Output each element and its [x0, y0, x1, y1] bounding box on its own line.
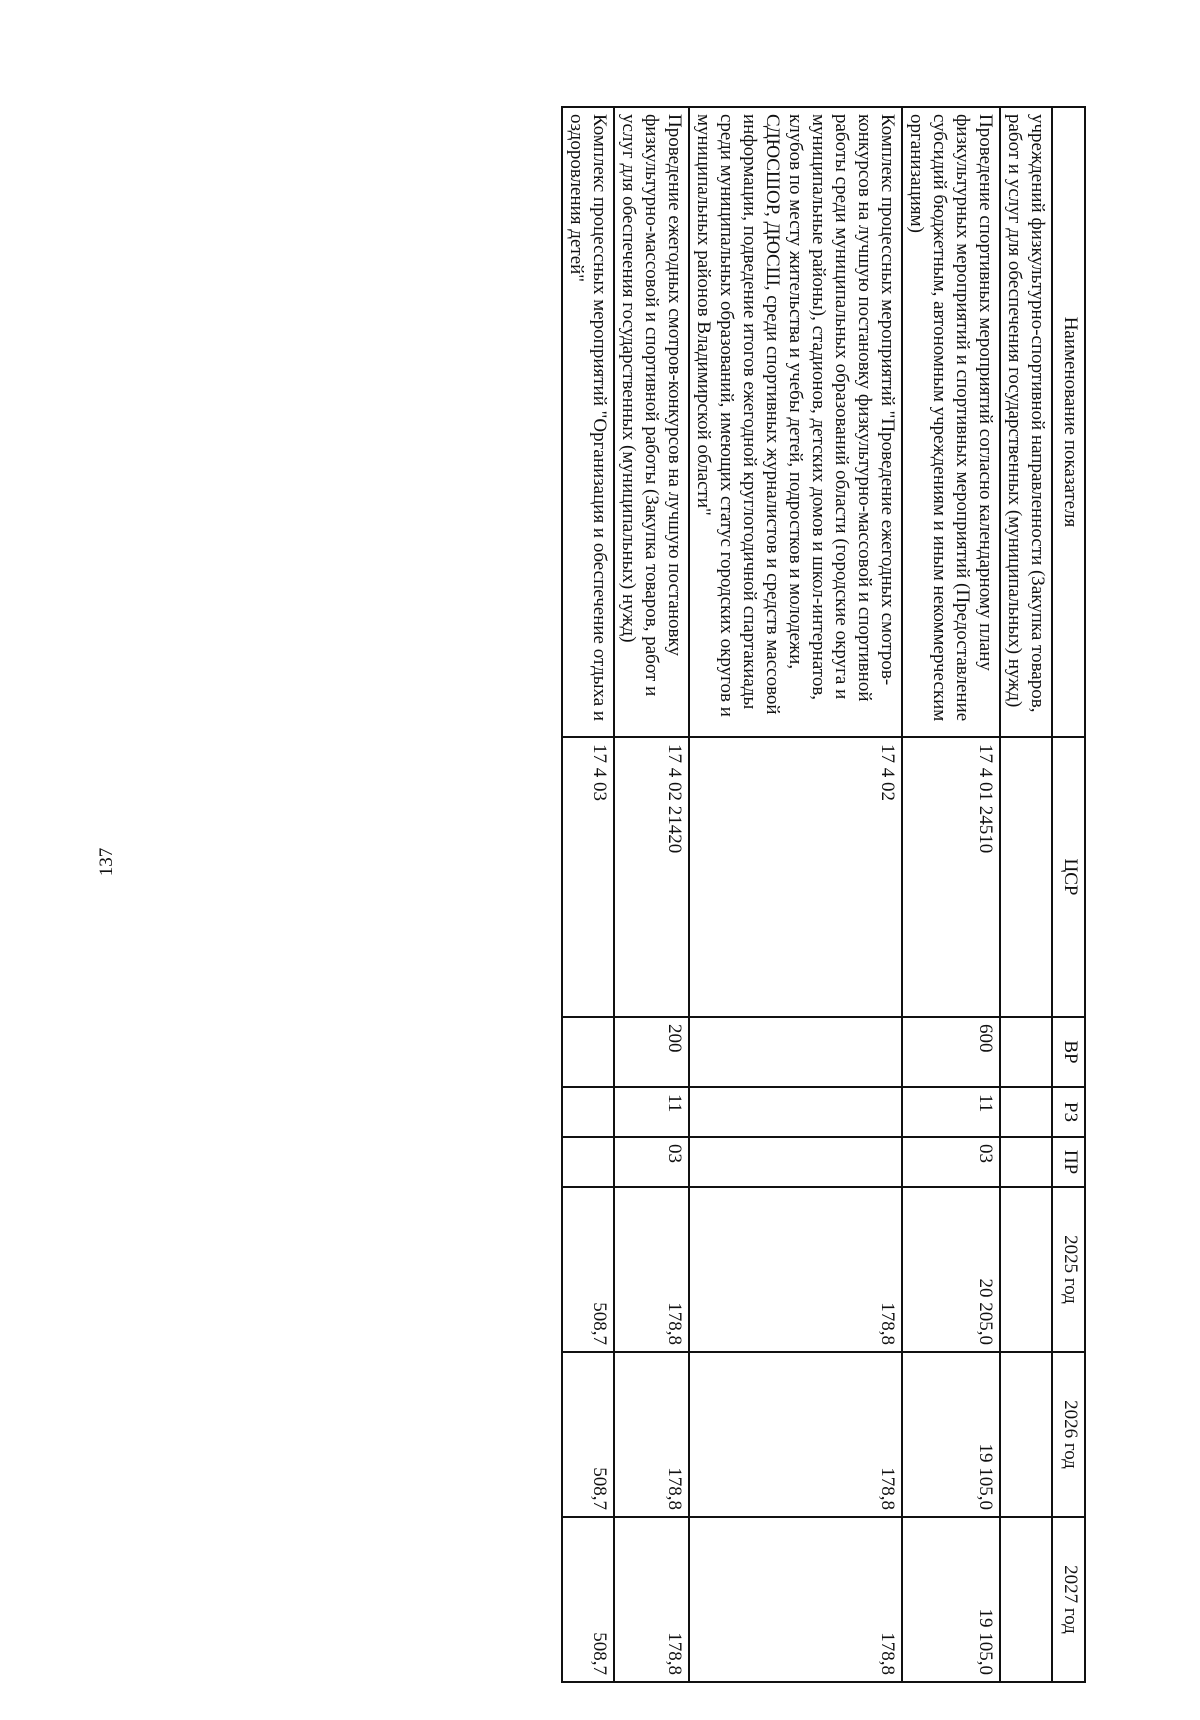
- cell-rz: 11: [614, 1087, 689, 1137]
- cell-2025: 20 205,0: [902, 1187, 1000, 1352]
- table-row: [1000, 107, 1052, 1682]
- rotated-page-content: [171, 106, 1086, 1675]
- cell-2026: [1000, 1352, 1052, 1517]
- cell-rz: [562, 1087, 614, 1137]
- cell-2027: [1000, 1517, 1052, 1682]
- cell-2026: 508,7: [562, 1352, 614, 1517]
- cell-vr: [689, 1017, 902, 1087]
- table-row: [562, 107, 614, 1682]
- cell-2026: 178,8: [689, 1352, 902, 1517]
- cell-2027: 178,8: [614, 1517, 689, 1682]
- header-2025: 2025 год: [1052, 1187, 1085, 1352]
- cell-2025: 178,8: [614, 1187, 689, 1352]
- cell-2025: 508,7: [562, 1187, 614, 1352]
- cell-csr: 17 4 02 21420: [614, 737, 689, 1017]
- cell-pr: [689, 1137, 902, 1187]
- cell-rz: 11: [902, 1087, 1000, 1137]
- cell-name: Комплекс процессных мероприятий "Организация и обеспечение отдыха и оздоровления детей": [562, 107, 614, 737]
- cell-name: Проведение ежегодных смотров-конкурсов на лучшую постановку физкультурно-массовой и спортивной работы (Закупка товаров, работ и услуг для обеспечения государственных (муниципальных) нужд): [614, 107, 689, 737]
- cell-rz: [689, 1087, 902, 1137]
- cell-name: Комплекс процессных мероприятий "Проведение ежегодных смотров-конкурсов на лучшую постановку физкультурно-массовой и спортивной работы среди муниципальных образований области (городские округа и муниципальные районы), стадионов, детских домов и школ-интернатов, клубов по месту жительства и учебы детей, подростков и молодежи, СДЮСШОР, ДЮСШ, среди спортивных журналистов и средств массовой информации, подведение итогов ежегодной круглогодичной спартакиады среди муниципальных образований, имеющих статус городских округов и муниципальных районов Владимирской области": [689, 107, 902, 737]
- header-2027: 2027 год: [1052, 1517, 1085, 1682]
- cell-vr: [562, 1017, 614, 1087]
- cell-2026: 19 105,0: [902, 1352, 1000, 1517]
- cell-2027: 178,8: [689, 1517, 902, 1682]
- cell-vr: [1000, 1017, 1052, 1087]
- cell-pr: [562, 1137, 614, 1187]
- page-number: 137: [96, 847, 117, 877]
- cell-pr: 03: [902, 1137, 1000, 1187]
- cell-name: учреждений физкультурно-спортивной направленности (Закупка товаров, работ и услуг для обеспечения государственных (муниципальных) нужд): [1000, 107, 1052, 737]
- cell-csr: 17 4 02: [689, 737, 902, 1017]
- cell-rz: [1000, 1087, 1052, 1137]
- budget-table: [561, 106, 1086, 1683]
- header-pr: ПР: [1052, 1137, 1085, 1187]
- table-header-row: [1052, 107, 1085, 1682]
- cell-pr: [1000, 1137, 1052, 1187]
- cell-2027: 19 105,0: [902, 1517, 1000, 1682]
- cell-csr: 17 4 01 24510: [902, 737, 1000, 1017]
- cell-name: Проведение спортивных мероприятий согласно календарному плану физкультурных мероприятий и спортивных мероприятий (Предоставление субсидий бюджетным, автономным учреждениям и иным некоммерческим организациям): [902, 107, 1000, 737]
- header-2026: 2026 год: [1052, 1352, 1085, 1517]
- table-row: [614, 107, 689, 1682]
- cell-vr: 200: [614, 1017, 689, 1087]
- table-row: [689, 107, 902, 1682]
- cell-2025: 178,8: [689, 1187, 902, 1352]
- table-row: [902, 107, 1000, 1682]
- cell-2026: 178,8: [614, 1352, 689, 1517]
- header-name: Наименование показателя: [1052, 107, 1085, 737]
- header-vr: ВР: [1052, 1017, 1085, 1087]
- cell-vr: 600: [902, 1017, 1000, 1087]
- cell-csr: 17 4 03: [562, 737, 614, 1017]
- header-rz: РЗ: [1052, 1087, 1085, 1137]
- cell-csr: [1000, 737, 1052, 1017]
- header-csr: ЦСР: [1052, 737, 1085, 1017]
- cell-2027: 508,7: [562, 1517, 614, 1682]
- cell-pr: 03: [614, 1137, 689, 1187]
- cell-2025: [1000, 1187, 1052, 1352]
